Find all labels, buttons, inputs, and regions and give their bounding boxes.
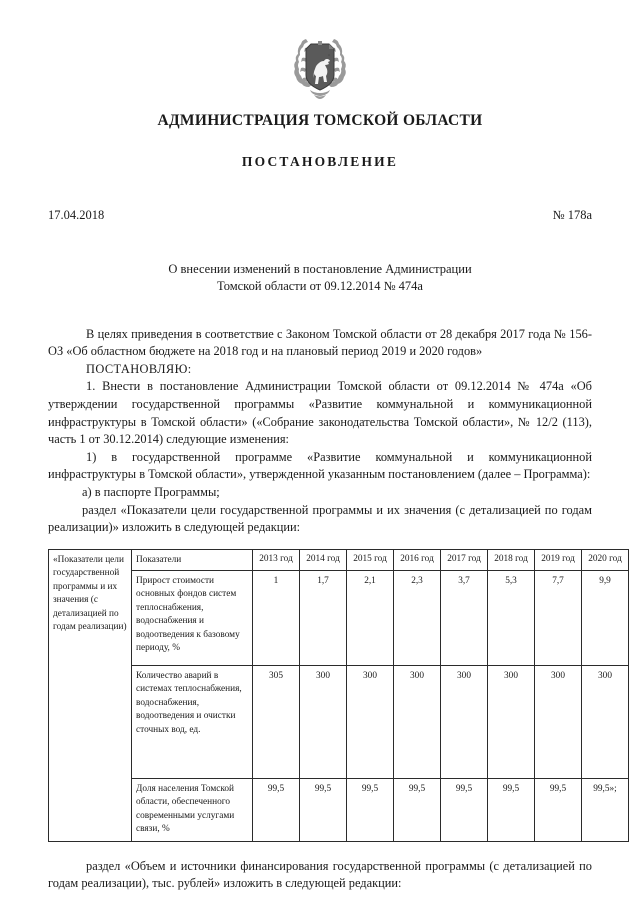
item-1-1-paragraph: 1) в государственной программе «Развитие коммунальной и коммуникационной инфраструктуры в Томской области», утвержденной указанным постановлением (далее – Программа): [48,449,592,482]
indicators-table [48,549,629,842]
row-value: 300 [347,665,394,778]
document-meta-row [48,208,592,223]
row-indicator-label: Доля населения Томской области, обеспеченного современными услугами связи, % [132,778,253,841]
item-1-paragraph: 1. Внести в постановление Администрации Томской области от 09.12.2014 № 474а «Об утверждении государственной программы «Развитие коммунальной и коммуникационной инфраструктуры в Томской области» («Собрание законодательства Томской области», № 12/2 (113), часть 1 от 30.12.2014) следующие изменения: [48,379,592,447]
section-intro-paragraph: раздел «Показатели цели государственной программы и их значения (с детализацией по годам реализации)» изложить в следующей редакции: [48,502,592,535]
table-year-header-2018: 2018 год [488,549,535,570]
subject-line-1: О внесении изменений в постановление Администрации [168,262,472,276]
row-value: 300 [535,665,582,778]
resolve-word: ПОСТАНОВЛЯЮ: [86,361,192,376]
row-value: 99,5 [253,778,300,841]
table-year-header-2017: 2017 год [441,549,488,570]
row-value: 305 [253,665,300,778]
document-body [48,326,592,537]
row-indicator-label: Количество аварий в системах теплоснабжения, водоснабжения, водоотведения и очистки сточных вод, ед. [132,665,253,778]
table-row [49,570,629,665]
footer-paragraph: раздел «Объем и источники финансирования государственной программы (с детализацией по годам реализации), тыс. рублей» изложить в следующей редакции: [48,858,592,891]
row-value: 1,7 [300,570,347,665]
item-1-1-a-paragraph: а) в паспорте Программы; [82,484,220,499]
table-row [49,778,629,841]
row-value: 99,5 [347,778,394,841]
subject-line-2: Томской области от 09.12.2014 № 474а [217,279,423,294]
table-row [49,665,629,778]
table-year-header-2015: 2015 год [347,549,394,570]
organization-title: АДМИНИСТРАЦИЯ ТОМСКОЙ ОБЛАСТИ [157,112,483,129]
table-year-header-2014: 2014 год [300,549,347,570]
row-value: 300 [441,665,488,778]
row-value: 99,5»; [582,778,629,841]
row-value: 300 [394,665,441,778]
table-header-row [49,549,629,570]
preamble-paragraph: В целях приведения в соответствие с Законом Томской области от 28 декабря 2017 года № 156-ОЗ «Об областном бюджете на 2018 год и на плановый период 2019 и 2020 годов» [48,326,592,359]
document-date: 17.04.2018 [48,208,105,222]
row-value: 300 [488,665,535,778]
row-value: 7,7 [535,570,582,665]
row-value: 1 [253,570,300,665]
row-value: 3,7 [441,570,488,665]
table-year-header-2013: 2013 год [253,549,300,570]
table-year-header-2020: 2020 год [582,549,629,570]
row-value: 300 [582,665,629,778]
tomsk-oblast-coat-of-arms-icon [288,34,352,102]
table-year-header-2019: 2019 год [535,549,582,570]
row-value: 99,5 [441,778,488,841]
table-year-header-2016: 2016 год [394,549,441,570]
document-type-title: ПОСТАНОВЛЕНИЕ [241,154,399,169]
row-value: 99,5 [394,778,441,841]
document-subject [110,261,530,296]
table-indicator-header: Показатели [132,549,253,570]
emblem-container [0,0,640,102]
document-number: № 178а [552,208,592,222]
row-indicator-label: Прирост стоимости основных фондов систем теплоснабжения, водоснабжения и водоотведения к базовому периоду, % [132,570,253,665]
indicators-table-container [48,549,622,842]
table-side-header: «Показатели цели государственной программы и их значения (с детализацией по годам реализации) [49,549,132,841]
row-value: 300 [300,665,347,778]
row-value: 5,3 [488,570,535,665]
row-value: 99,5 [300,778,347,841]
row-value: 2,1 [347,570,394,665]
row-value: 99,5 [535,778,582,841]
row-value: 9,9 [582,570,629,665]
row-value: 2,3 [394,570,441,665]
row-value: 99,5 [488,778,535,841]
